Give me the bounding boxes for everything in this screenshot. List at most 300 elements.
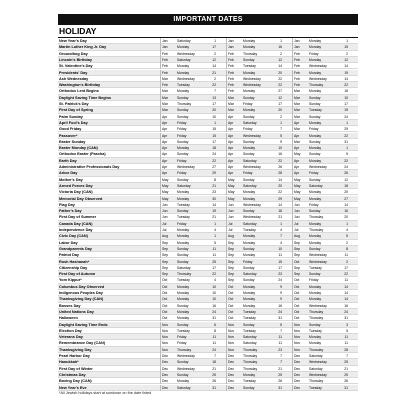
month-cell: Nov [228,341,235,346]
month-cell: Sep [294,272,301,277]
weekday-cell: Wednesday [177,165,195,169]
day-number-cell: 27 [278,89,282,94]
month-cell: Oct [162,284,168,289]
month-cell: Oct [162,309,168,314]
month-cell: Apr [294,133,300,138]
day-number-cell: 20 [344,215,348,220]
month-cell: May [228,190,235,195]
day-number-cell: 2 [346,51,348,56]
weekday-cell: Monday [309,158,322,163]
day-number-cell: 10 [212,297,216,302]
month-cell: Apr [228,158,234,163]
month-cell: Nov [162,335,169,340]
weekday-cell: Saturday [243,221,257,226]
month-cell: Jun [228,202,234,207]
month-cell: Feb [162,64,168,69]
holiday-name: Columbus Day Observed [59,284,105,289]
day-number-cell: 14 [278,202,282,207]
weekday-cell: Wednesday [243,76,261,81]
month-cell: Dec [162,360,169,365]
holiday-name: Earth Day [59,158,77,163]
day-number-cell: 9 [280,291,282,295]
holiday-name: Halloween [59,316,78,321]
month-cell: Dec [228,379,235,384]
weekday-cell: Monday [177,190,190,195]
page-title: IMPORTANT DATES [58,14,358,25]
day-number-cell: 31 [278,316,282,321]
weekday-cell: Monday [309,45,322,50]
month-cell: Sep [294,246,301,251]
day-number-cell: 14 [278,64,282,69]
month-cell: Nov [162,341,169,346]
month-cell: Feb [228,83,234,88]
month-cell: Apr [162,165,168,169]
weekday-cell: Saturday [177,385,191,390]
month-cell: Jun [162,202,168,207]
month-cell: Oct [228,309,234,314]
holiday-name: Presidents' Day [59,70,88,75]
month-cell: Jan [228,39,234,43]
month-cell: Mar [294,127,300,132]
holiday-table [58,38,358,391]
month-cell: Oct [294,291,300,295]
weekday-cell: Monday [309,291,322,295]
weekday-cell: Friday [309,202,319,207]
day-number-cell: 14 [278,177,282,182]
day-number-cell: 11 [212,335,216,340]
month-cell: Mar [228,95,234,100]
day-number-cell: 14 [344,297,348,302]
month-cell: Feb [294,57,300,62]
day-number-cell: 25 [344,360,348,365]
month-cell: Mar [294,95,300,100]
weekday-cell: Friday [309,278,319,283]
weekday-cell: Saturday [243,335,257,340]
weekday-cell: Sunday [243,385,255,390]
month-cell: Apr [162,127,168,132]
day-number-cell: 2 [346,259,348,264]
day-number-cell: 5 [346,328,348,333]
month-cell: Dec [294,372,301,377]
month-cell: Jun [294,215,300,220]
weekday-cell: Thursday [243,51,258,56]
month-cell: Mar [294,114,300,119]
holiday-name: Yom Kippur* [59,278,82,283]
weekday-cell: Monday [177,291,190,295]
holiday-name: United Nations Day [59,309,94,314]
weekday-cell: Monday [309,297,322,302]
month-cell: Feb [162,51,168,56]
day-number-cell: 29 [212,171,216,176]
month-cell: Jun [162,209,168,214]
day-number-cell: 31 [212,385,216,390]
month-cell: Feb [228,70,234,75]
weekday-cell: Monday [177,64,190,69]
holiday-name: Hanukkah* [59,360,79,365]
weekday-cell: Monday [309,335,322,340]
month-cell: Mar [162,76,168,81]
day-number-cell: 1 [346,221,348,226]
weekday-cell: Monday [309,133,322,138]
weekday-cell: Monday [243,70,256,75]
day-number-cell: 15 [278,259,282,264]
weekday-cell: Friday [177,221,187,226]
weekday-cell: Monday [177,196,190,201]
day-number-cell: 11 [278,341,282,346]
month-cell: Apr [162,114,168,119]
weekday-cell: Monday [177,316,190,321]
holiday-name: Martin Luther King Jr. Day [59,45,107,50]
month-cell: Jul [294,228,299,232]
month-cell: Nov [228,347,235,352]
holiday-name: Orthodox Easter (Pascha) [59,152,106,157]
month-cell: Jan [294,45,300,50]
weekday-cell: Thursday [243,354,258,358]
month-cell: Aug [162,234,169,239]
month-cell: Dec [294,366,301,371]
day-number-cell: 7 [280,354,282,358]
holiday-name: Washington's Birthday [59,83,101,88]
month-cell: Feb [294,70,300,75]
day-number-cell: 20 [278,183,282,188]
weekday-cell: Friday [243,127,253,132]
day-number-cell: 18 [212,146,216,151]
weekday-cell: Sunday [309,177,321,182]
month-cell: Oct [228,297,234,302]
month-cell: Sep [228,272,235,277]
weekday-cell: Sunday [177,114,189,119]
weekday-cell: Friday [309,127,319,132]
weekday-cell: Tuesday [177,215,190,220]
day-number-cell: 14 [344,284,348,289]
holiday-name: Thanksgiving Day (CAN) [59,297,104,302]
weekday-cell: Sunday [243,152,255,157]
month-cell: Apr [294,171,300,176]
weekday-cell: Sunday [177,303,189,308]
month-cell: May [162,183,169,188]
day-number-cell: 31 [344,139,348,144]
weekday-cell: Sunday [243,139,255,144]
weekday-cell: Friday [177,127,187,132]
month-cell: Apr [228,127,234,132]
weekday-cell: Monday [309,120,322,125]
day-number-cell: 4 [214,228,216,232]
month-cell: Dec [162,385,169,390]
day-number-cell: 10 [278,146,282,151]
day-number-cell: 11 [212,253,216,258]
day-number-cell: 23 [212,190,216,195]
weekday-cell: Thursday [309,316,324,321]
month-cell: Apr [228,133,234,138]
weekday-cell: Tuesday [177,278,190,283]
weekday-cell: Friday [177,341,187,346]
day-number-cell: 18 [278,209,282,214]
weekday-cell: Sunday [243,322,255,327]
weekday-cell: Sunday [309,152,321,157]
weekday-cell: Wednesday [309,253,327,258]
month-cell: Apr [228,152,234,157]
month-cell: Jun [228,209,234,214]
weekday-cell: Sunday [309,114,321,119]
month-cell: Apr [294,120,300,125]
weekday-cell: Monday [177,70,190,75]
weekday-cell: Sunday [177,139,189,144]
weekday-cell: Monday [309,146,322,151]
weekday-cell: Monday [309,240,322,245]
day-number-cell: 22 [344,158,348,163]
holiday-name: Patriot Day [59,253,80,258]
month-cell: Apr [162,158,168,163]
month-cell: May [294,177,301,182]
day-number-cell: 6 [214,322,216,327]
month-cell: Dec [228,385,235,390]
weekday-cell: Saturday [309,183,323,188]
day-number-cell: 24 [278,278,282,283]
weekday-cell: Sunday [177,360,189,365]
day-number-cell: 27 [212,165,216,169]
holiday-name: Election Day [59,328,82,333]
month-cell: Mar [162,95,168,100]
weekday-cell: Monday [243,240,256,245]
day-number-cell: 23 [278,272,282,277]
day-number-cell: 15 [212,133,216,138]
holiday-name: Ash Wednesday [59,76,89,81]
month-cell: May [228,196,235,201]
weekday-cell: Wednesday [177,51,195,56]
month-cell: Oct [294,284,300,289]
month-cell: Feb [294,83,300,88]
weekday-cell: Monday [309,284,322,289]
weekday-cell: Wednesday [309,360,327,365]
day-number-cell: 21 [344,366,348,371]
month-cell: May [294,183,301,188]
day-number-cell: 19 [212,209,216,214]
month-cell: Dec [228,360,235,365]
day-number-cell: 20 [278,70,282,75]
day-number-cell: 28 [344,347,348,352]
month-cell: Apr [294,146,300,151]
weekday-cell: Wednesday [309,303,327,308]
weekday-cell: Sunday [177,177,189,182]
day-number-cell: 24 [278,309,282,314]
weekday-cell: Sunday [243,246,255,251]
day-number-cell: 4 [346,228,348,232]
holiday-name: Daylight Saving Time Begins [59,95,112,100]
day-number-cell: 2 [214,51,216,56]
holiday-name: Canada Day (CAN) [59,221,93,226]
weekday-cell: Sunday [309,95,321,100]
month-cell: Nov [294,335,301,340]
holiday-name: First Day of Winter [59,366,93,371]
day-number-cell: 4 [280,228,282,232]
holiday-name: Rosh Hashanah* [59,259,90,264]
holiday-name: Remembrance Day (CAN) [59,341,105,346]
month-cell: May [228,177,235,182]
month-cell: Mar [228,102,234,106]
month-cell: Mar [162,89,168,94]
holiday-name: Christmas Day [59,372,86,377]
weekday-cell: Monday [243,284,256,289]
weekday-cell: Saturday [177,183,191,188]
month-cell: Oct [294,278,300,283]
weekday-cell: Monday [243,303,256,308]
weekday-cell: Monday [243,291,256,295]
month-cell: Oct [294,303,300,308]
weekday-cell: Monday [309,221,322,226]
month-cell: Nov [228,322,235,327]
day-number-cell: 16 [278,45,282,50]
day-number-cell: 8 [346,246,348,251]
month-cell: Jul [228,228,233,232]
day-number-cell: 26 [212,379,216,384]
day-number-cell: 5 [346,152,348,157]
holiday-name: April Fool's Day [59,120,88,125]
day-number-cell: 7 [280,328,282,333]
weekday-cell: Friday [309,171,319,176]
month-cell: Nov [294,347,301,352]
day-number-cell: 22 [344,133,348,138]
weekday-cell: Saturday [309,366,323,371]
day-number-cell: 17 [344,102,348,106]
holiday-name: Daylight Saving Time Ends [59,322,108,327]
month-cell: Feb [228,76,234,81]
important-dates-sheet [58,14,358,395]
weekday-cell: Tuesday [243,64,256,69]
month-cell: Sep [294,253,301,258]
day-number-cell: 1 [280,221,282,226]
day-number-cell: 5 [280,133,282,138]
day-number-cell: 24 [344,309,348,314]
weekday-cell: Wednesday [309,165,327,169]
weekday-cell: Sunday [309,246,321,251]
weekday-cell: Tuesday [309,385,322,390]
month-cell: Feb [162,57,168,62]
day-number-cell: 20 [278,108,282,113]
footnote: *All Jewish holidays start at sundown on the date listed [59,390,152,395]
day-number-cell: 9 [280,139,282,144]
month-cell: Oct [162,303,168,308]
weekday-cell: Thursday [309,347,324,352]
month-cell: May [294,152,301,157]
day-number-cell: 2 [280,51,282,56]
day-number-cell: 24 [212,152,216,157]
weekday-cell: Monday [243,190,256,195]
month-cell: Apr [162,146,168,151]
month-cell: Sep [228,240,235,245]
month-cell: Feb [228,89,234,94]
day-number-cell: 14 [344,64,348,69]
weekday-cell: Thursday [309,83,324,88]
day-number-cell: 1 [214,221,216,226]
day-number-cell: 11 [344,341,348,346]
day-number-cell: 7 [346,354,348,358]
month-cell: Mar [162,108,168,113]
month-cell: Nov [294,322,301,327]
day-number-cell: 2 [280,114,282,119]
weekday-cell: Monday [243,196,256,201]
day-number-cell: 1 [280,120,282,125]
weekday-cell: Thursday [309,228,324,232]
month-cell: Sep [228,253,235,258]
day-number-cell: 11 [278,335,282,340]
month-cell: Apr [228,139,234,144]
weekday-cell: Tuesday [243,328,256,333]
weekday-cell: Saturday [177,39,191,43]
day-number-cell: 22 [212,83,216,88]
weekday-cell: Monday [243,39,256,43]
month-cell: Oct [162,291,168,295]
month-cell: Apr [162,139,168,144]
day-number-cell: 4 [280,240,282,245]
day-number-cell: 24 [212,309,216,314]
weekday-cell: Friday [177,120,187,125]
month-cell: Nov [228,328,235,333]
holiday-name: Grandparents Day [59,246,92,251]
month-cell: May [162,177,169,182]
month-cell: Oct [228,284,234,289]
day-number-cell: 17 [212,139,216,144]
day-number-cell: 7 [280,234,282,239]
weekday-cell: Monday [177,146,190,151]
holiday-name: Bosses Day [59,303,81,308]
day-number-cell: 14 [212,64,216,69]
weekday-cell: Sunday [243,265,255,270]
day-number-cell: 17 [212,45,216,50]
day-number-cell: 29 [278,196,282,201]
weekday-cell: Monday [177,45,190,50]
month-cell: Mar [294,139,300,144]
weekday-cell: Monday [309,234,322,239]
month-cell: Feb [294,76,300,81]
day-number-cell: 10 [212,291,216,295]
day-number-cell: 14 [344,291,348,295]
day-number-cell: 16 [344,303,348,308]
month-cell: Oct [162,278,168,283]
month-cell: Oct [294,309,300,314]
day-number-cell: 15 [344,45,348,50]
weekday-cell: Monday [177,379,190,384]
month-cell: Apr [228,120,234,125]
holiday-name: St. Patrick's Day [59,102,89,106]
day-number-cell: 1 [214,234,216,239]
weekday-cell: Sunday [309,322,321,327]
weekday-cell: Saturday [243,120,257,125]
weekday-cell: Wednesday [309,259,327,264]
month-cell: Apr [294,165,300,169]
weekday-cell: Monday [177,297,190,302]
day-number-cell: 18 [212,360,216,365]
weekday-cell: Saturday [177,265,191,270]
day-number-cell: 16 [212,303,216,308]
day-number-cell: 1 [346,39,348,43]
month-cell: May [228,183,235,188]
weekday-cell: Sunday [309,139,321,144]
weekday-cell: Sunday [243,278,255,283]
weekday-cell: Friday [177,158,187,163]
weekday-cell: Sunday [177,259,189,264]
weekday-cell: Thursday [177,347,192,352]
weekday-cell: Tuesday [243,316,256,321]
weekday-cell: Tuesday [177,202,190,207]
day-number-cell: 4 [214,278,216,283]
month-cell: Sep [162,265,169,270]
day-number-cell: 26 [344,379,348,384]
holiday-name: Citizenship Day [59,265,88,270]
day-number-cell: 16 [344,209,348,214]
weekday-cell: Sunday [177,152,189,157]
day-number-cell: 8 [214,328,216,333]
day-number-cell: 29 [344,127,348,132]
